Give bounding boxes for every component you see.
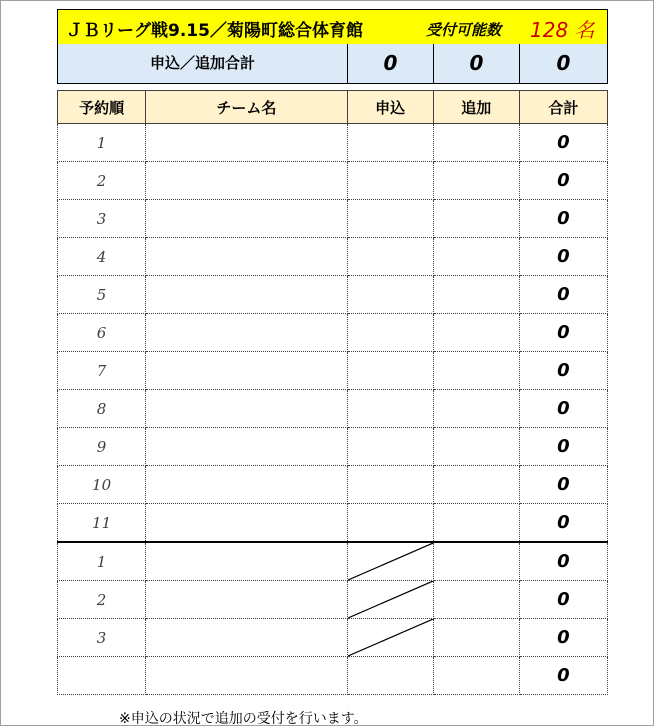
apply-cell[interactable] — [347, 314, 433, 352]
table-row — [58, 124, 608, 162]
row-total: 0 — [519, 466, 607, 504]
order-number: 2 — [58, 162, 146, 200]
extra-row — [58, 619, 608, 657]
apply-cell-disabled — [347, 657, 433, 695]
add-cell[interactable] — [433, 466, 519, 504]
team-name-cell[interactable] — [146, 314, 347, 352]
team-name-cell[interactable] — [146, 428, 347, 466]
table-row — [58, 352, 608, 390]
table-row — [58, 466, 608, 504]
apply-cell[interactable] — [347, 504, 433, 543]
extra-row-total: 0 — [519, 581, 607, 619]
table-row — [58, 428, 608, 466]
order-number: 10 — [58, 466, 146, 504]
extra-order-number: 1 — [58, 542, 146, 581]
title-bar — [57, 9, 608, 45]
add-cell[interactable] — [433, 352, 519, 390]
team-name-cell[interactable] — [146, 504, 347, 543]
team-name-cell[interactable] — [146, 200, 347, 238]
row-total: 0 — [519, 504, 607, 543]
header-team-name: チーム名 — [146, 91, 347, 124]
team-name-cell[interactable] — [146, 352, 347, 390]
reservation-table — [57, 90, 608, 695]
add-cell[interactable] — [433, 124, 519, 162]
extra-row — [58, 657, 608, 695]
row-total: 0 — [519, 124, 607, 162]
row-total: 0 — [519, 352, 607, 390]
order-number: 3 — [58, 200, 146, 238]
extra-row-total: 0 — [519, 542, 607, 581]
row-total: 0 — [519, 162, 607, 200]
grand-total: 0 — [556, 51, 571, 75]
apply-cell-disabled — [347, 619, 433, 657]
apply-cell-disabled — [347, 581, 433, 619]
add-total: 0 — [434, 44, 520, 83]
header-add: 追加 — [433, 91, 519, 124]
row-total: 0 — [519, 200, 607, 238]
team-name-cell[interactable] — [146, 162, 347, 200]
add-cell[interactable] — [433, 314, 519, 352]
table-row — [58, 390, 608, 428]
table-row — [58, 504, 608, 543]
table-row — [58, 162, 608, 200]
extra-row — [58, 542, 608, 581]
summary-row — [57, 44, 608, 84]
table-row — [58, 200, 608, 238]
event-title: ＪＢリーグ戦9.15／菊陽町総合体育館 — [66, 21, 363, 41]
order-number: 4 — [58, 238, 146, 276]
add-cell[interactable] — [433, 162, 519, 200]
order-number: 1 — [58, 124, 146, 162]
apply-total: 0 — [348, 44, 434, 83]
team-name-cell[interactable] — [146, 238, 347, 276]
team-name-cell[interactable] — [146, 390, 347, 428]
order-number: 6 — [58, 314, 146, 352]
team-name-cell[interactable] — [146, 124, 347, 162]
table-header-row — [58, 91, 608, 124]
row-total: 0 — [519, 428, 607, 466]
apply-cell[interactable] — [347, 276, 433, 314]
order-number: 5 — [58, 276, 146, 314]
row-total: 0 — [519, 390, 607, 428]
add-cell[interactable] — [433, 200, 519, 238]
extra-team-name-cell[interactable] — [146, 581, 347, 619]
row-total: 0 — [519, 276, 607, 314]
apply-cell-disabled — [347, 542, 433, 581]
add-cell[interactable] — [433, 276, 519, 314]
order-number: 7 — [58, 352, 146, 390]
header-apply: 申込 — [347, 91, 433, 124]
table-row — [58, 276, 608, 314]
apply-cell[interactable] — [347, 390, 433, 428]
extra-team-name-cell[interactable] — [146, 619, 347, 657]
capacity-value: 128 名 — [530, 18, 595, 42]
table-row — [58, 238, 608, 276]
extra-team-name-cell[interactable] — [146, 542, 347, 581]
capacity-label: 受付可能数 — [426, 21, 502, 39]
add-cell[interactable] — [433, 504, 519, 543]
add-cell[interactable] — [433, 238, 519, 276]
extra-row — [58, 581, 608, 619]
header-order: 予約順 — [58, 91, 146, 124]
diagonal-slash — [348, 581, 433, 618]
extra-add-cell[interactable] — [433, 657, 519, 695]
apply-cell[interactable] — [347, 200, 433, 238]
extra-order-number: 2 — [58, 581, 146, 619]
extra-team-name-cell[interactable] — [146, 657, 347, 695]
footnote: ※申込の状況で追加の受付を行います。 — [119, 711, 368, 727]
order-number: 9 — [58, 428, 146, 466]
order-number: 11 — [58, 504, 146, 543]
row-total: 0 — [519, 238, 607, 276]
order-number: 8 — [58, 390, 146, 428]
extra-order-number — [58, 657, 146, 695]
apply-cell[interactable] — [347, 162, 433, 200]
extra-add-cell[interactable] — [433, 542, 519, 581]
team-name-cell[interactable] — [146, 466, 347, 504]
add-cell[interactable] — [433, 428, 519, 466]
apply-cell[interactable] — [347, 124, 433, 162]
diagonal-slash — [348, 543, 433, 580]
apply-cell[interactable] — [347, 428, 433, 466]
add-cell[interactable] — [433, 390, 519, 428]
apply-cell[interactable] — [347, 352, 433, 390]
apply-cell[interactable] — [347, 466, 433, 504]
extra-row-total: 0 — [519, 657, 607, 695]
apply-cell[interactable] — [347, 238, 433, 276]
extra-row-total: 0 — [519, 619, 607, 657]
extra-add-cell[interactable] — [433, 581, 519, 619]
summary-label: 申込／追加合計 — [58, 44, 348, 83]
extra-order-number: 3 — [58, 619, 146, 657]
table-row — [58, 314, 608, 352]
diagonal-slash — [348, 619, 433, 656]
extra-add-cell[interactable] — [433, 619, 519, 657]
team-name-cell[interactable] — [146, 276, 347, 314]
header-total: 合計 — [519, 91, 607, 124]
row-total: 0 — [519, 314, 607, 352]
